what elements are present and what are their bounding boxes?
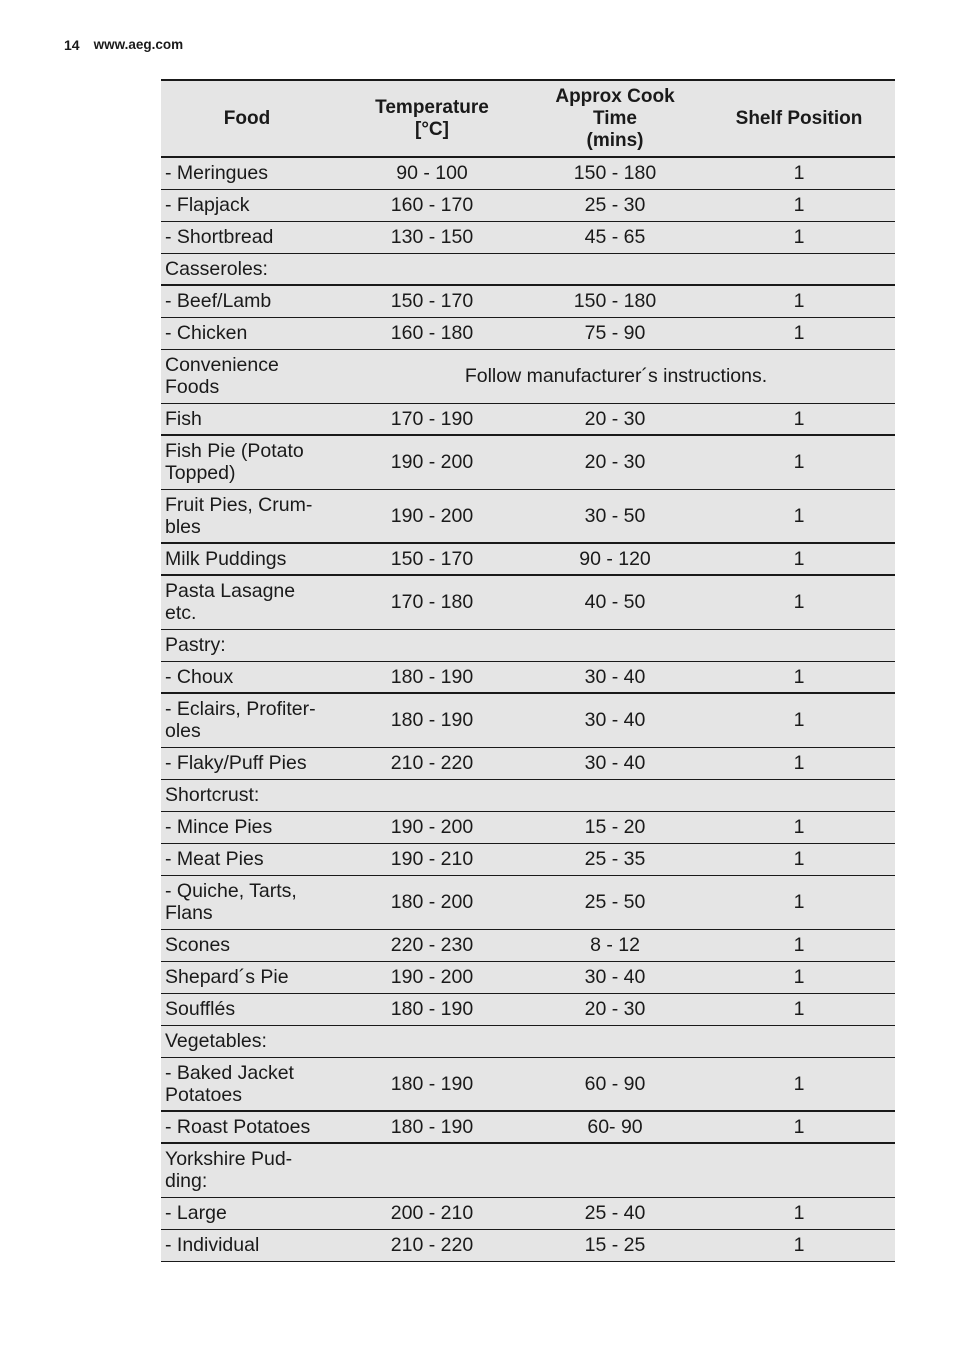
cell-time: 20 - 30 [584, 451, 646, 474]
cell-food: Fish Pie (Potato Topped) [165, 440, 304, 485]
cell-temperature: 190 - 200 [390, 816, 474, 838]
cell-food: Shortcrust: [165, 784, 260, 806]
cell-shelf [703, 779, 895, 811]
table-row [161, 435, 895, 489]
cell-time: 40 - 50 [584, 591, 646, 614]
cell-time: 20 - 30 [584, 407, 646, 430]
cooking-table-container [161, 79, 895, 1262]
cell-shelf: 1 [793, 966, 805, 988]
table-row [161, 1111, 895, 1143]
header-cook-time: Approx Cook Time (mins) [555, 85, 675, 151]
cell-temperature: 180 - 190 [390, 665, 474, 688]
cell-temperature: 130 - 150 [390, 226, 474, 248]
cell-shelf: 1 [793, 891, 805, 913]
cell-time: 45 - 65 [584, 226, 646, 248]
table-row [161, 843, 895, 875]
cell-time: 8 - 12 [590, 934, 640, 956]
cell-time: 150 - 180 [573, 162, 657, 185]
cell-note: Follow manufacturer´s instructions. [464, 365, 768, 387]
table-row [161, 779, 895, 811]
cell-shelf: 1 [793, 1202, 805, 1224]
cell-temperature: 210 - 220 [390, 752, 474, 774]
cell-time [527, 253, 703, 285]
table-row [161, 747, 895, 779]
table-row [161, 189, 895, 221]
table-row [161, 221, 895, 253]
cell-food: Yorkshire Pud- ding: [165, 1148, 293, 1193]
cell-time: 30 - 40 [584, 709, 646, 732]
cell-time: 15 - 25 [584, 1234, 646, 1256]
cell-shelf [703, 253, 895, 285]
cell-food: - Eclairs, Profiter- oles [165, 698, 316, 743]
cell-temperature: 180 - 190 [390, 709, 474, 732]
cell-time: 90 - 120 [579, 548, 651, 570]
cell-temperature: 180 - 200 [390, 891, 474, 913]
cell-food: Fruit Pies, Crum- bles [165, 493, 313, 538]
table-row [161, 1025, 895, 1057]
cell-time: 25 - 40 [584, 1202, 646, 1224]
table-row [161, 349, 895, 403]
cell-temperature: 200 - 210 [390, 1202, 474, 1224]
cell-shelf: 1 [793, 1072, 805, 1095]
cell-food: Fish [165, 407, 202, 430]
cell-time: 30 - 40 [584, 966, 646, 988]
cell-food: Milk Puddings [165, 548, 287, 570]
table-row [161, 875, 895, 929]
cell-shelf: 1 [793, 752, 805, 774]
table-row [161, 575, 895, 629]
cell-shelf: 1 [793, 1116, 805, 1138]
cell-food: Shepard´s Pie [165, 966, 289, 988]
cell-time [527, 1025, 703, 1057]
table-row [161, 317, 895, 349]
cell-temperature: 170 - 180 [390, 591, 474, 614]
table-row [161, 961, 895, 993]
cell-food: Scones [165, 934, 231, 956]
header-food: Food [223, 107, 271, 129]
cell-food: - Quiche, Tarts, Flans [165, 880, 297, 924]
cell-shelf: 1 [793, 934, 805, 956]
cell-food: Pasta Lasagne etc. [165, 580, 296, 625]
cell-food: Casseroles: [165, 257, 268, 280]
cell-temperature [337, 1143, 527, 1197]
cell-food: - Roast Potatoes [165, 1116, 311, 1138]
table-row [161, 253, 895, 285]
website-url: www.aeg.com [93, 37, 184, 52]
cell-temperature [337, 1025, 527, 1057]
page-number: 14 [64, 37, 80, 53]
cell-temperature: 220 - 230 [390, 934, 474, 956]
cell-food: Soufflés [165, 998, 236, 1020]
cell-food: - Shortbread [165, 226, 274, 248]
cell-temperature: 170 - 190 [390, 407, 474, 430]
table-row [161, 1229, 895, 1261]
cell-time: 25 - 50 [584, 891, 646, 913]
table-row [161, 629, 895, 661]
cell-shelf [703, 1025, 895, 1057]
cell-time: 15 - 20 [584, 816, 646, 838]
cell-time: 60 - 90 [584, 1072, 646, 1095]
cell-food: Vegetables: [165, 1030, 267, 1052]
cell-time: 30 - 40 [584, 665, 646, 688]
table-row [161, 929, 895, 961]
cell-shelf: 1 [793, 226, 805, 248]
cell-shelf: 1 [793, 665, 805, 688]
cell-temperature: 190 - 210 [390, 848, 474, 870]
cell-temperature [337, 253, 527, 285]
cell-shelf: 1 [793, 322, 805, 344]
cell-temperature: 190 - 200 [390, 451, 474, 474]
cell-food: - Baked Jacket Potatoes [165, 1061, 294, 1106]
cell-time: 30 - 50 [584, 504, 646, 527]
cell-shelf: 1 [793, 162, 805, 185]
cell-time: 150 - 180 [573, 290, 657, 313]
cell-shelf: 1 [793, 816, 805, 838]
cell-food: - Flaky/Puff Pies [165, 752, 307, 774]
cell-temperature [337, 779, 527, 811]
cell-temperature: 180 - 190 [390, 1116, 474, 1138]
cell-time: 25 - 35 [584, 848, 646, 870]
table-row [161, 993, 895, 1025]
table-row [161, 1197, 895, 1229]
cell-food: - Mince Pies [165, 816, 273, 838]
cell-shelf: 1 [793, 194, 805, 216]
cell-temperature: 160 - 170 [390, 194, 474, 216]
table-row [161, 661, 895, 693]
table-row [161, 1143, 895, 1197]
header-shelf-position: Shelf Position [735, 107, 863, 129]
cell-shelf [703, 629, 895, 661]
table-row [161, 285, 895, 317]
table-body [161, 157, 895, 1261]
cell-food: Convenience Foods [165, 354, 279, 398]
cell-shelf: 1 [793, 1234, 805, 1256]
cell-temperature: 210 - 220 [390, 1234, 474, 1256]
table-row [161, 489, 895, 543]
cooking-table [161, 79, 895, 1262]
cell-shelf: 1 [793, 290, 805, 313]
cell-temperature: 190 - 200 [390, 504, 474, 527]
cell-shelf: 1 [793, 548, 805, 570]
cell-food: - Choux [165, 665, 234, 688]
cell-time [527, 629, 703, 661]
cell-time: 30 - 40 [584, 752, 646, 774]
cell-food: - Meat Pies [165, 848, 264, 870]
cell-food: - Beef/Lamb [165, 290, 272, 313]
cell-shelf: 1 [793, 998, 805, 1020]
cell-food: - Large [165, 1202, 227, 1224]
cell-temperature: 150 - 170 [390, 548, 474, 570]
cell-shelf: 1 [793, 591, 805, 614]
cell-time: 60- 90 [587, 1116, 643, 1138]
cell-time [527, 779, 703, 811]
cell-food: Pastry: [165, 634, 226, 656]
cell-shelf: 1 [793, 709, 805, 732]
cell-shelf [703, 1143, 895, 1197]
page-header [64, 37, 183, 53]
header-temperature: Temperature [°C] [375, 96, 489, 140]
cell-shelf: 1 [793, 504, 805, 527]
table-row [161, 543, 895, 575]
table-row [161, 693, 895, 747]
table-header-row [161, 80, 895, 157]
table-row [161, 157, 895, 189]
cell-temperature: 160 - 180 [390, 322, 474, 344]
cell-temperature: 90 - 100 [396, 162, 468, 185]
cell-temperature [337, 629, 527, 661]
cell-time: 25 - 30 [584, 194, 646, 216]
cell-shelf: 1 [793, 848, 805, 870]
cell-temperature: 180 - 190 [390, 998, 474, 1020]
cell-food: - Flapjack [165, 194, 250, 216]
cell-temperature: 190 - 200 [390, 966, 474, 988]
cell-shelf: 1 [793, 407, 805, 430]
cell-time: 75 - 90 [584, 322, 646, 344]
table-row [161, 1057, 895, 1111]
table-row [161, 811, 895, 843]
cell-time: 20 - 30 [584, 998, 646, 1020]
cell-temperature: 150 - 170 [390, 290, 474, 313]
cell-temperature: 180 - 190 [390, 1072, 474, 1095]
table-row [161, 403, 895, 435]
cell-time [527, 1143, 703, 1197]
cell-food: - Individual [165, 1234, 260, 1256]
cell-food: - Chicken [165, 322, 248, 344]
cell-shelf: 1 [793, 451, 805, 474]
cell-food: - Meringues [165, 162, 268, 185]
